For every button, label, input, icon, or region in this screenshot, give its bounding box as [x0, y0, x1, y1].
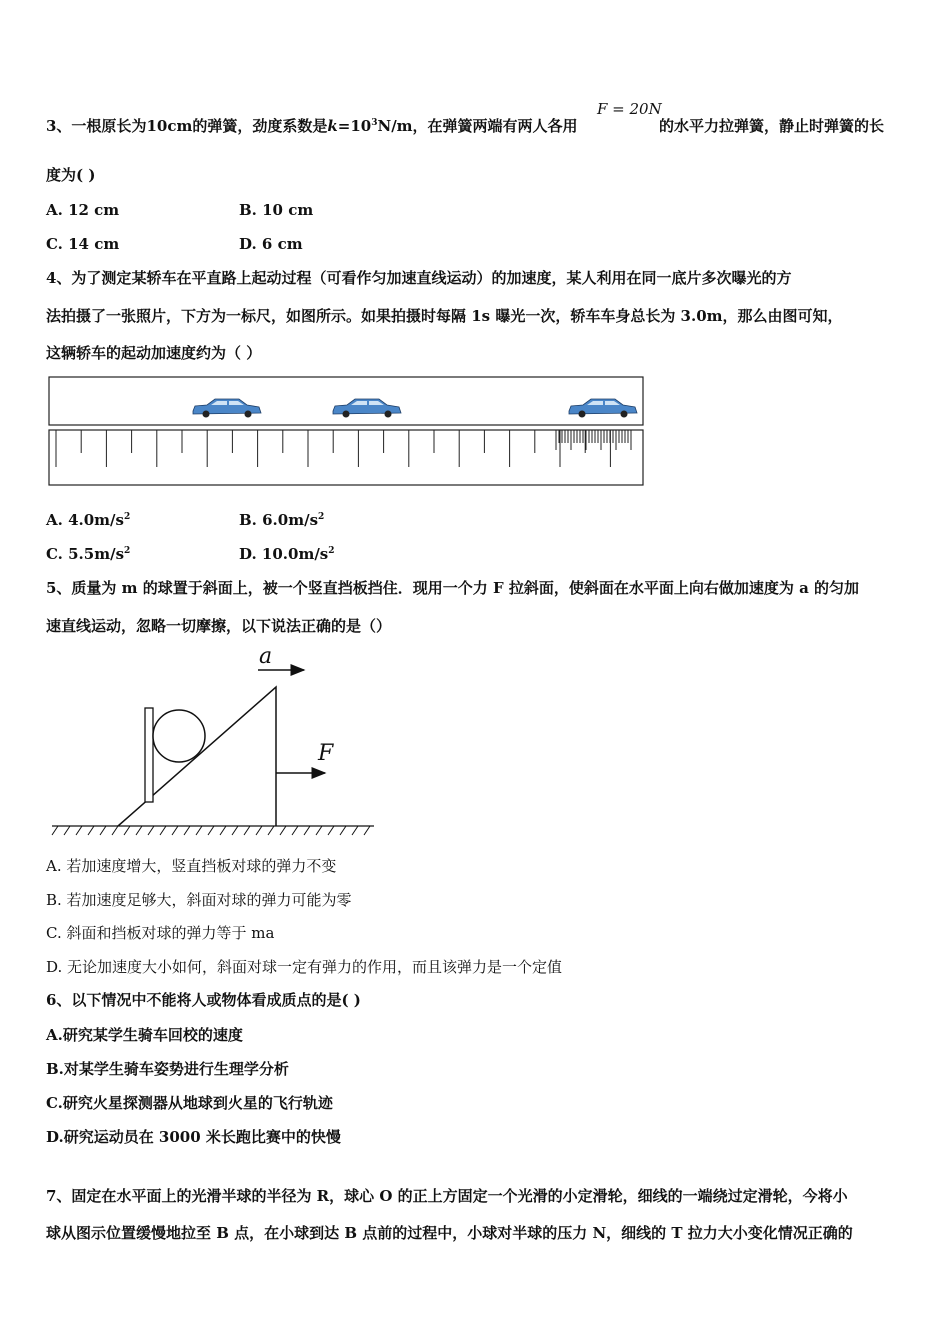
- q3-option-c: C. 14 cm: [46, 235, 120, 253]
- vertical-baffle: [145, 708, 153, 802]
- q4-option-d: D. $10.0m/s^2$: [239, 545, 335, 563]
- q5-line1: 5、质量为 m 的球置于斜面上，被一个竖直挡板挡住．现用一个力 F 拉斜面，使斜面在水平面上向右做加速度为 a 的匀加: [46, 579, 860, 597]
- q4-line2: 法拍摄了一张照片，下方为一标尺，如图所示。如果拍摄时每隔 1s 曝光一次，轿车车身总长为 3.0m，那么由图可知，: [46, 307, 843, 325]
- q3-length: 10cm: [146, 117, 193, 135]
- q6-line1: 6、以下情况中不能将人或物体看成质点的是( ): [46, 991, 361, 1009]
- car-ruler-figure: [48, 375, 648, 490]
- q3-option-a: A. 12 cm: [46, 201, 120, 219]
- q7-line1: 7、固定在水平面上的光滑半球的半径为 R，球心 O 的正上方固定一个光滑的小定滑轮，细线的一端绕过定滑轮，今将小: [46, 1187, 848, 1205]
- q5-option-a: A. 若加速度增大，竖直挡板对球的弹力不变: [46, 857, 337, 875]
- q6-option-d: D.研究运动员在 3000 米长跑比赛中的快慢: [46, 1128, 341, 1146]
- q7-line2: 球从图示位置缓慢地拉至 B 点，在小球到达 B 点前的过程中，小球对半球的压力 N，细线的 T 拉力大小变化情况正确的: [46, 1224, 853, 1242]
- incline-figure: [48, 640, 378, 840]
- q4-option-c: C. $5.5m/s^2$: [46, 545, 131, 563]
- acceleration-label: a: [259, 644, 273, 669]
- q3-text-a: 3、一根原长为: [46, 117, 147, 135]
- q5-option-b: B. 若加速度足够大，斜面对球的弹力可能为零: [46, 891, 352, 909]
- ball: [153, 710, 205, 762]
- q3-option-d: D. 6 cm: [239, 235, 303, 253]
- q3-text-c: ，在弹簧两端有两人各用: [412, 117, 578, 135]
- ground-hatching: [52, 826, 370, 835]
- q4-option-a: A. $4.0m/s^2$: [46, 511, 131, 529]
- q4-option-b: B. $6.0m/s^2$: [239, 511, 325, 529]
- incline-wedge: [118, 687, 276, 826]
- q6-option-c: C.研究火星探测器从地球到火星的飞行轨迹: [46, 1094, 333, 1112]
- q3-text-b: 的弹簧，劲度系数是: [192, 117, 328, 135]
- q3-option-b: B. 10 cm: [239, 201, 314, 219]
- q5-option-c: C. 斜面和挡板对球的弹力等于 ma: [46, 924, 275, 942]
- q3-line1: [46, 116, 578, 136]
- q3-text-d: 的水平力拉弹簧，静止时弹簧的长: [659, 117, 885, 135]
- q5-option-d: D. 无论加速度大小如何，斜面对球一定有弹力的作用，而且该弹力是一个定值: [46, 958, 563, 976]
- q3-line2: 度为( ): [46, 166, 96, 184]
- q4-line1: 4、为了测定某轿车在平直路上起动过程（可看作匀加速直线运动）的加速度，某人利用在同一底片多次曝光的方: [46, 269, 792, 287]
- q3-k-symbol: k: [327, 117, 338, 135]
- force-label: F: [318, 741, 334, 766]
- q4-line3: 这辆轿车的起动加速度约为（ ）: [46, 344, 262, 362]
- q3-k-unit: N/m: [377, 117, 413, 135]
- q3-k-value: =10: [337, 117, 372, 135]
- q5-line2: 速直线运动，忽略一切摩擦，以下说法正确的是（）: [46, 617, 392, 635]
- q6-option-b: B.对某学生骑车姿势进行生理学分析: [46, 1060, 289, 1078]
- q3-k-exponent: 3: [371, 118, 378, 128]
- q6-option-a: A.研究某学生骑车回校的速度: [46, 1026, 243, 1044]
- q3-force-formula: F = 20N: [597, 100, 662, 118]
